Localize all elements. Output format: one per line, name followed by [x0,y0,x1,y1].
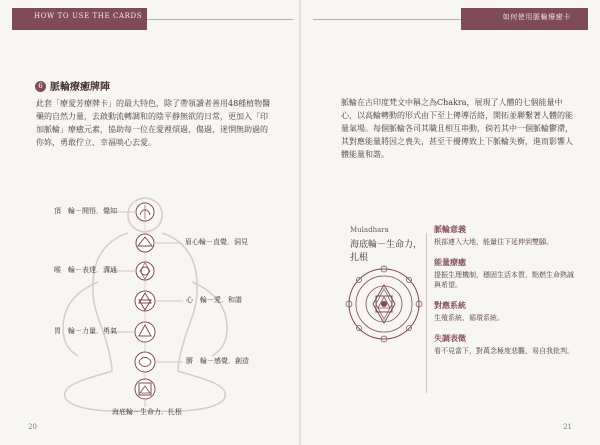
sacral-chakra-label: 臍 輪－感覺．創造 [186,357,249,365]
muladhara-chinese-name: 海底輪－生命力，扎根 [350,240,423,263]
right-page [301,0,600,445]
root-chakra-label: 海底輪－生命力．扎根 [112,408,182,416]
section-title: 脈輪療癒牌陣 [50,82,110,93]
heart-chakra-icon [135,291,155,311]
muladhara-sanskrit-name: Muladhara [350,226,389,234]
third-eye-chakra-label: 眉心輪－直覺．洞見 [185,238,248,246]
third-eye-chakra-icon [136,234,154,252]
info-divider [426,233,427,393]
heart-chakra-label: 心 輪－愛．和諧 [186,296,242,304]
throat-chakra-icon [136,262,154,280]
info-block-imbalance [434,333,574,356]
right-paragraph: 脈輪在古印度梵文中稱之為Chakra，展現了人體的七個能量中心，以高輪轉動的形式由下至上傳導活絡，開拓並聯繫著人體的能量氣場。每個脈輪各司其職且相互串動，倘若其中一個脈輪鬱滯，其對應能量將因之喪失，甚至干擾傳致上下脈輪失衡，進而影響人體能量和諧。 [341,98,573,159]
left-header-band [12,8,147,30]
right-page-number: 21 [563,423,572,431]
root-chakra-mandala-icon [341,256,427,366]
left-header-line [147,19,293,20]
left-page-number: 20 [28,423,37,431]
left-paragraph: 此套「療愛芳療牌卡」的最大特色，除了帶領讀者善用48種植物醫藥的自然力量，去啟動流轉調和的陰平靜無欲的日常，更加入「印加脈輪」療癒元素，協助每一位在愛裡煩過、傷過、迷惘無助過的你妳，勇敢佇立、幸福啖心去愛。 [36,99,271,147]
info-body: 根部連入大地，能量往下延伸到雙腳。 [434,238,553,246]
info-title: 失調表徵 [434,333,466,343]
info-block-meaning [434,224,574,247]
info-block-healing [434,257,574,290]
info-title: 脈輪意義 [434,224,466,234]
right-header-text: 如何使用脈輪療癒卡 [502,13,571,21]
info-title: 對應系統 [434,300,466,310]
solar-plexus-chakra-label: 胃 輪－力量．勇氣 [54,327,117,335]
info-block-system [434,300,574,323]
solar-plexus-chakra-icon [135,322,155,342]
left-header-text: HOW TO USE THE CARDS [34,12,143,20]
right-header-line [313,19,473,20]
root-chakra-icon [135,379,155,399]
info-title: 能量療癒 [434,257,466,267]
right-header-band [461,8,588,30]
crown-chakra-icon [136,203,154,221]
throat-chakra-label: 喉 輪－表達．溝通 [54,266,117,274]
sacral-chakra-icon [135,352,155,372]
meditation-figure [0,160,299,420]
chakra-diagram [0,160,299,420]
info-body: 生殖系統、循環系統。 [434,314,504,322]
left-page [0,0,299,445]
crown-chakra-label: 頂 輪－開悟．覺知 [54,207,117,215]
chakra-info-panel [434,224,574,366]
info-body: 提振生理機制，穩固生活本質，點燃生命熱誠與希望。 [434,271,574,289]
muladhara-feature [341,226,427,396]
info-body: 看不見當下，對萬念極度悲觀，易自我批判。 [434,347,574,355]
section-number-badge: 6 [35,81,46,92]
